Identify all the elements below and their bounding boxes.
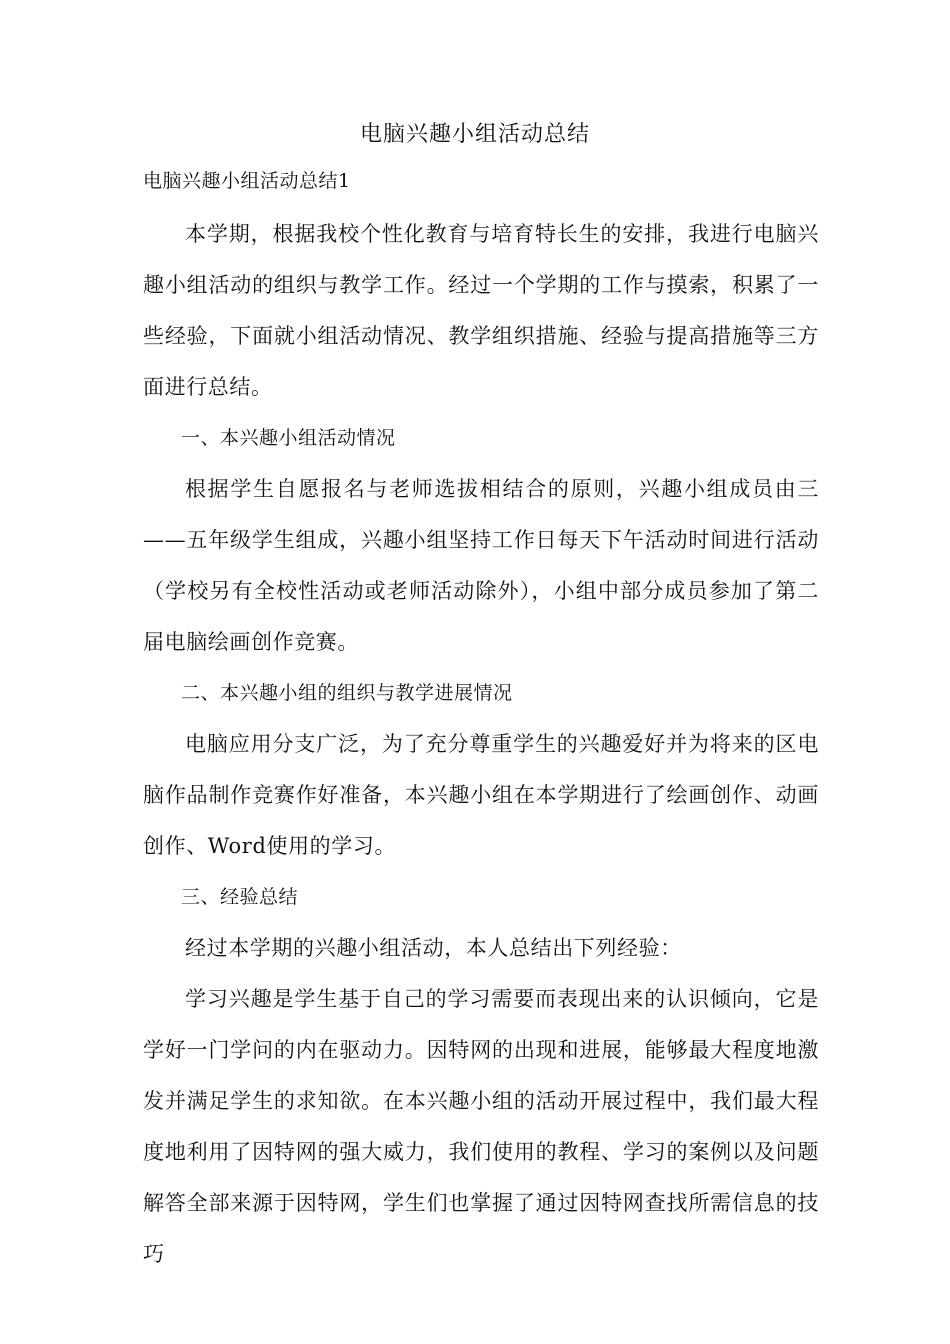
document-title: 电脑兴趣小组活动总结 bbox=[359, 122, 590, 147]
section-heading-1: 一、本兴趣小组活动情况 bbox=[181, 427, 396, 449]
paragraph-experience: 学习兴趣是学生基于自己的学习需要而表现出来的认识倾向，它是学好一门学问的内在驱动力。因特网的出现和进展，能够最大程度地激发并满足学生的求知欲。在本兴趣小组的活动开展过程中，我们最大程度地利用了因特网的强大威力，我们使用的教程、学习的案例以及问题解答全部来源于因特网，学生们也掌握了通过因特网查找所需信息的技巧 bbox=[143, 987, 819, 1266]
document-body bbox=[143, 209, 819, 1280]
paragraph-teaching: 电脑应用分支广泛，为了充分尊重学生的兴趣爱好并为将来的区电脑作品制作竞赛作好准备，本兴趣小组在本学期进行了绘画创作、动画创作、Word使用的学习。 bbox=[143, 732, 819, 858]
document-subtitle: 电脑兴趣小组活动总结1 bbox=[143, 170, 351, 192]
paragraph-intro: 本学期，根据我校个性化教育与培育特长生的安排，我进行电脑兴趣小组活动的组织与教学工作。经过一个学期的工作与摸索，积累了一些经验，下面就小组活动情况、教学组织措施、经验与提高措施等三方面进行总结。 bbox=[143, 222, 819, 399]
section-heading-2: 二、本兴趣小组的组织与教学进展情况 bbox=[181, 682, 513, 704]
paragraph-activity: 根据学生自愿报名与老师选拔相结合的原则，兴趣小组成员由三——五年级学生组成，兴趣小组坚持工作日每天下午活动时间进行活动（学校另有全校性活动或老师活动除外），小组中部分成员参加了第二届电脑绘画创作竞赛。 bbox=[143, 477, 819, 654]
section-heading-3: 三、经验总结 bbox=[181, 886, 299, 908]
paragraph-experience-intro: 经过本学期的兴趣小组活动，本人总结出下列经验： bbox=[185, 936, 682, 960]
